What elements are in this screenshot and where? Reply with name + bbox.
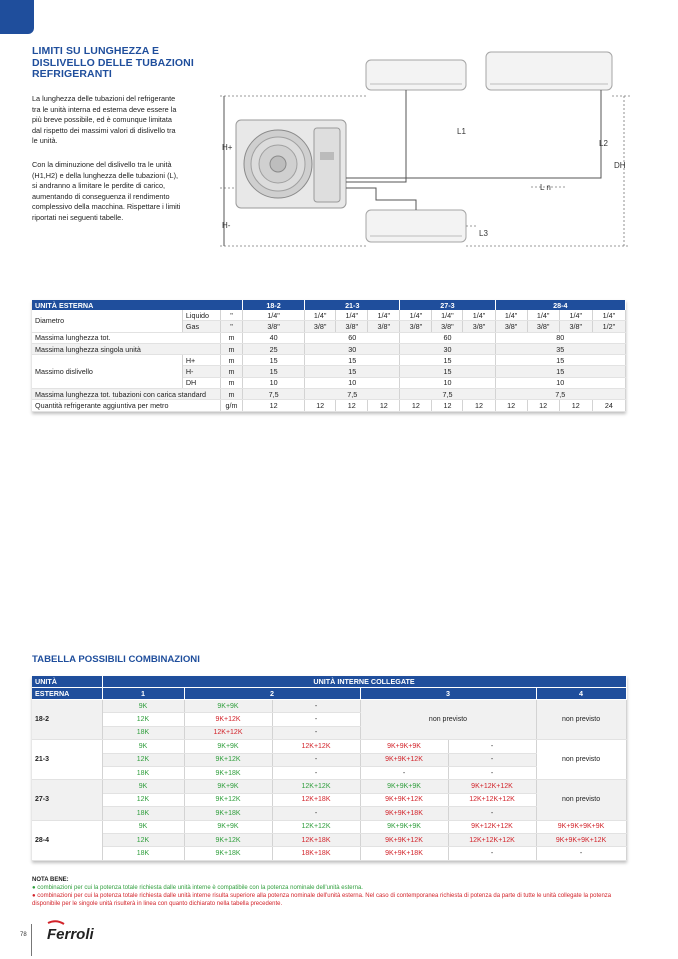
table-row bbox=[32, 343, 626, 354]
combo-cell: - bbox=[448, 807, 536, 820]
value-cell: 7,5 bbox=[243, 389, 305, 400]
value-cell: 10 bbox=[400, 377, 495, 388]
table-row bbox=[32, 820, 626, 833]
combo-cell: 9K+12K+12K bbox=[448, 780, 536, 793]
combo-cell: - bbox=[272, 713, 360, 726]
value-cell: 12 bbox=[463, 400, 495, 411]
row-label: Massima lunghezza tot. tubazioni con carica standard bbox=[32, 389, 220, 400]
combo-header-col: 2 bbox=[184, 688, 360, 700]
row-sublabel: Liquido bbox=[182, 310, 220, 321]
unit-size: 27-3 bbox=[32, 780, 102, 820]
combo-cell-not-available: non previsto bbox=[536, 740, 626, 780]
combo-header-row bbox=[32, 688, 626, 700]
label-ln: L n bbox=[540, 183, 551, 192]
combo-cell: 9K bbox=[102, 780, 184, 793]
value-cell: 12 bbox=[368, 400, 400, 411]
row-unit: " bbox=[220, 310, 242, 321]
combo-cell-not-available: non previsto bbox=[360, 700, 536, 740]
ferroli-logo bbox=[46, 920, 106, 944]
value-cell: 60 bbox=[305, 332, 400, 343]
value-cell: 3/8" bbox=[495, 321, 527, 332]
table-row bbox=[32, 700, 626, 713]
combo-cell: 9K+9K+12K bbox=[360, 793, 448, 806]
row-unit: m bbox=[220, 366, 242, 377]
value-cell: 30 bbox=[400, 343, 495, 354]
combo-cell: 9K+9K+9K+12K bbox=[536, 833, 626, 846]
combo-cell: 9K bbox=[102, 820, 184, 833]
value-cell: 12 bbox=[243, 400, 305, 411]
value-cell: 60 bbox=[400, 332, 495, 343]
value-cell: 15 bbox=[400, 355, 495, 366]
spec-header-model: 21-3 bbox=[305, 300, 400, 310]
table-row bbox=[32, 847, 626, 860]
combo-header-group: UNITÀ INTERNE COLLEGATE bbox=[102, 676, 626, 688]
label-h-minus: H- bbox=[222, 221, 231, 230]
value-cell: 3/8" bbox=[432, 321, 463, 332]
value-cell: 1/4" bbox=[368, 310, 400, 321]
value-cell: 12 bbox=[495, 400, 527, 411]
value-cell: 15 bbox=[305, 366, 400, 377]
value-cell: 3/8" bbox=[368, 321, 400, 332]
row-unit: m bbox=[220, 343, 242, 354]
combo-cell: 18K bbox=[102, 766, 184, 779]
value-cell: 1/4" bbox=[495, 310, 527, 321]
value-cell: 1/4" bbox=[463, 310, 495, 321]
combo-cell: 18K+18K bbox=[272, 847, 360, 860]
value-cell: 12 bbox=[305, 400, 336, 411]
spec-header-row bbox=[32, 300, 626, 310]
value-cell: 10 bbox=[243, 377, 305, 388]
label-l3: L3 bbox=[479, 229, 488, 238]
footnote bbox=[32, 876, 622, 908]
combo-cell: - bbox=[272, 700, 360, 713]
combo-cell: 12K+12K bbox=[272, 820, 360, 833]
combo-cell: - bbox=[448, 753, 536, 766]
row-unit: " bbox=[220, 321, 242, 332]
value-cell: 12 bbox=[559, 400, 592, 411]
value-cell: 35 bbox=[495, 343, 625, 354]
combo-cell: - bbox=[360, 766, 448, 779]
bullet-icon: ● bbox=[32, 893, 38, 899]
value-cell: 80 bbox=[495, 332, 625, 343]
value-cell: 7,5 bbox=[305, 389, 400, 400]
value-cell: 1/4" bbox=[432, 310, 463, 321]
row-label: Quantità refrigerante aggiuntiva per metro bbox=[32, 400, 220, 411]
page-number: 78 bbox=[20, 932, 27, 938]
combo-cell: 12K+12K bbox=[272, 740, 360, 753]
value-cell: 3/8" bbox=[463, 321, 495, 332]
detail-paragraph: Con la diminuzione del dislivello tra le unità (H1,H2) e della lunghezza delle tubazioni (L), si andranno a limitare le perdite di carico, aumentando di conseguenza il rendimento complessivo della macchina. Rispettare i limiti riportati nei seguenti tabelle. bbox=[32, 160, 181, 222]
combo-cell: 12K bbox=[102, 793, 184, 806]
footnote-red-text: combinazioni per cui la potenza totale richiesta dalle unità interne risulta superiore alla potenza nominale dell'unità esterna. Nel caso di contemporanea richiesta di potenza da parte di tutte le unità collegate la potenza disponibile per le singole unità risulterà in linea con quanto dichiarato nella tabella precedente. bbox=[32, 893, 612, 907]
combo-cell: 18K bbox=[102, 847, 184, 860]
combo-cell: - bbox=[272, 726, 360, 739]
row-label: Massimo dislivello bbox=[32, 355, 182, 389]
label-l1: L1 bbox=[457, 127, 466, 136]
value-cell: 1/4" bbox=[400, 310, 432, 321]
combo-cell: 9K+12K bbox=[184, 713, 272, 726]
footnote-title: NOTA BENE: bbox=[32, 877, 69, 883]
value-cell: 30 bbox=[305, 343, 400, 354]
combo-cell: 12K bbox=[102, 753, 184, 766]
combo-cell: 12K+18K bbox=[272, 833, 360, 846]
value-cell: 3/8" bbox=[559, 321, 592, 332]
combo-cell: 9K+12K bbox=[184, 753, 272, 766]
combo-cell: 9K+9K+9K+9K bbox=[536, 820, 626, 833]
combo-header-col: 4 bbox=[536, 688, 626, 700]
combo-header-unit-line2: ESTERNA bbox=[32, 688, 102, 700]
unit-size: 28-4 bbox=[32, 820, 102, 860]
row-sublabel: H- bbox=[182, 366, 220, 377]
spec-header-model: 27-3 bbox=[400, 300, 495, 310]
table-row bbox=[32, 740, 626, 753]
combo-cell: - bbox=[448, 740, 536, 753]
unit-size: 18-2 bbox=[32, 700, 102, 740]
combo-cell: - bbox=[536, 847, 626, 860]
combo-cell: - bbox=[272, 753, 360, 766]
combo-cell: - bbox=[272, 766, 360, 779]
row-sublabel: H+ bbox=[182, 355, 220, 366]
piping-diagram bbox=[216, 50, 636, 266]
combo-cell: 9K+12K bbox=[184, 793, 272, 806]
combo-cell: 9K+12K+12K bbox=[448, 820, 536, 833]
value-cell: 15 bbox=[400, 366, 495, 377]
value-cell: 40 bbox=[243, 332, 305, 343]
label-l2: L2 bbox=[599, 139, 608, 148]
indoor-unit-1-illustration bbox=[366, 60, 466, 90]
row-unit: m bbox=[220, 332, 242, 343]
row-unit: m bbox=[220, 355, 242, 366]
row-sublabel: Gas bbox=[182, 321, 220, 332]
value-cell: 1/4" bbox=[243, 310, 305, 321]
combo-cell: 9K+9K+18K bbox=[360, 847, 448, 860]
value-cell: 1/4" bbox=[592, 310, 625, 321]
intro-paragraph: La lunghezza delle tubazioni del refrigerante tra le unità interna ed esterna deve essere la più breve possibile, ed è comunque limitata dal rispetto dei massimi valori di dislivello tra le unità. bbox=[32, 94, 177, 146]
footnote-green bbox=[32, 884, 622, 892]
table-row bbox=[32, 833, 626, 846]
value-cell: 7,5 bbox=[400, 389, 495, 400]
combo-cell-not-available: non previsto bbox=[536, 700, 626, 740]
combo-header-row bbox=[32, 676, 626, 688]
value-cell: 1/4" bbox=[305, 310, 336, 321]
outdoor-unit-illustration bbox=[236, 120, 346, 208]
value-cell: 1/4" bbox=[527, 310, 559, 321]
combo-title: TABELLA POSSIBILI COMBINAZIONI bbox=[32, 654, 200, 665]
combo-cell: 9K+12K bbox=[184, 833, 272, 846]
combo-cell: 12K bbox=[102, 833, 184, 846]
label-h-plus: H+ bbox=[222, 143, 233, 152]
combo-cell: 9K+9K+12K bbox=[360, 753, 448, 766]
combo-header-col: 3 bbox=[360, 688, 536, 700]
value-cell: 3/8" bbox=[305, 321, 336, 332]
value-cell: 10 bbox=[305, 377, 400, 388]
combo-cell: 12K+12K+12K bbox=[448, 833, 536, 846]
indoor-unit-2-illustration bbox=[486, 52, 612, 90]
combo-cell: 9K+9K bbox=[184, 740, 272, 753]
value-cell: 15 bbox=[495, 355, 625, 366]
combinations-table bbox=[32, 676, 627, 861]
value-cell: 24 bbox=[592, 400, 625, 411]
spec-header-unit: UNITÀ ESTERNA bbox=[32, 300, 243, 310]
value-cell: 15 bbox=[243, 355, 305, 366]
combo-cell: 18K bbox=[102, 726, 184, 739]
spec-header-model: 18-2 bbox=[243, 300, 305, 310]
value-cell: 15 bbox=[305, 355, 400, 366]
table-row bbox=[32, 355, 626, 366]
value-cell: 3/8" bbox=[336, 321, 368, 332]
combo-cell-not-available: non previsto bbox=[536, 780, 626, 820]
value-cell: 3/8" bbox=[527, 321, 559, 332]
combo-header-col: 1 bbox=[102, 688, 184, 700]
combo-header-unit-line1: UNITÀ bbox=[32, 676, 102, 688]
table-row bbox=[32, 310, 626, 321]
row-unit: m bbox=[220, 389, 242, 400]
combo-cell: 9K+18K bbox=[184, 847, 272, 860]
brand-name: Ferroli bbox=[47, 926, 94, 943]
combo-cell: 9K bbox=[102, 700, 184, 713]
refrigerant-pipes bbox=[346, 90, 601, 210]
indoor-unit-3-illustration bbox=[366, 210, 466, 242]
combo-cell: - bbox=[448, 847, 536, 860]
combo-cell: 9K+18K bbox=[184, 766, 272, 779]
value-cell: 7,5 bbox=[495, 389, 625, 400]
value-cell: 3/8" bbox=[400, 321, 432, 332]
value-cell: 1/4" bbox=[336, 310, 368, 321]
combo-cell: 18K bbox=[102, 807, 184, 820]
value-cell: 1/4" bbox=[559, 310, 592, 321]
combo-cell: 9K+9K+12K bbox=[360, 833, 448, 846]
value-cell: 15 bbox=[243, 366, 305, 377]
combo-cell: 9K+18K bbox=[184, 807, 272, 820]
spec-header-model: 28-4 bbox=[495, 300, 625, 310]
value-cell: 12 bbox=[432, 400, 463, 411]
combo-cell: - bbox=[448, 766, 536, 779]
bullet-icon: ● bbox=[32, 885, 38, 891]
value-cell: 12 bbox=[336, 400, 368, 411]
value-cell: 3/8" bbox=[243, 321, 305, 332]
table-row bbox=[32, 400, 626, 411]
value-cell: 15 bbox=[495, 366, 625, 377]
unit-size: 21-3 bbox=[32, 740, 102, 780]
value-cell: 1/2" bbox=[592, 321, 625, 332]
row-unit: m bbox=[220, 377, 242, 388]
value-cell: 12 bbox=[400, 400, 432, 411]
footnote-red bbox=[32, 892, 622, 908]
page-corner-tab bbox=[0, 0, 34, 34]
row-label: Massima lunghezza tot. bbox=[32, 332, 220, 343]
combo-cell: 9K+9K bbox=[184, 820, 272, 833]
table-row bbox=[32, 389, 626, 400]
combo-cell: 12K+12K bbox=[272, 780, 360, 793]
footnote-green-text: combinazioni per cui la potenza totale richiesta dalle unità interne è compatibile con la potenza nominale dell'unità esterna. bbox=[37, 885, 363, 891]
combo-cell: 12K+12K+12K bbox=[448, 793, 536, 806]
combo-cell: 9K+9K bbox=[184, 700, 272, 713]
row-label: Diametro bbox=[32, 310, 182, 332]
table-row bbox=[32, 780, 626, 793]
combo-cell: 9K+9K+9K bbox=[360, 820, 448, 833]
value-cell: 25 bbox=[243, 343, 305, 354]
footer-divider bbox=[31, 924, 32, 956]
value-cell: 10 bbox=[495, 377, 625, 388]
label-dh: DH bbox=[614, 161, 626, 170]
combo-cell: 9K bbox=[102, 740, 184, 753]
pipe-limits-table bbox=[32, 300, 626, 412]
section-title: LIMITI SU LUNGHEZZA E DISLIVELLO DELLE TUBAZIONI REFRIGERANTI bbox=[32, 45, 194, 80]
combo-cell: 12K+12K bbox=[184, 726, 272, 739]
combo-cell: 9K+9K bbox=[184, 780, 272, 793]
row-sublabel: DH bbox=[182, 377, 220, 388]
table-row bbox=[32, 332, 626, 343]
combo-cell: 12K+18K bbox=[272, 793, 360, 806]
combo-cell: 9K+9K+9K bbox=[360, 780, 448, 793]
combo-cell: 12K bbox=[102, 713, 184, 726]
row-unit: g/m bbox=[220, 400, 242, 411]
combo-cell: 9K+9K+9K bbox=[360, 740, 448, 753]
combo-cell: - bbox=[272, 807, 360, 820]
combo-cell: 9K+9K+18K bbox=[360, 807, 448, 820]
row-label: Massima lunghezza singola unità bbox=[32, 343, 220, 354]
value-cell: 12 bbox=[527, 400, 559, 411]
